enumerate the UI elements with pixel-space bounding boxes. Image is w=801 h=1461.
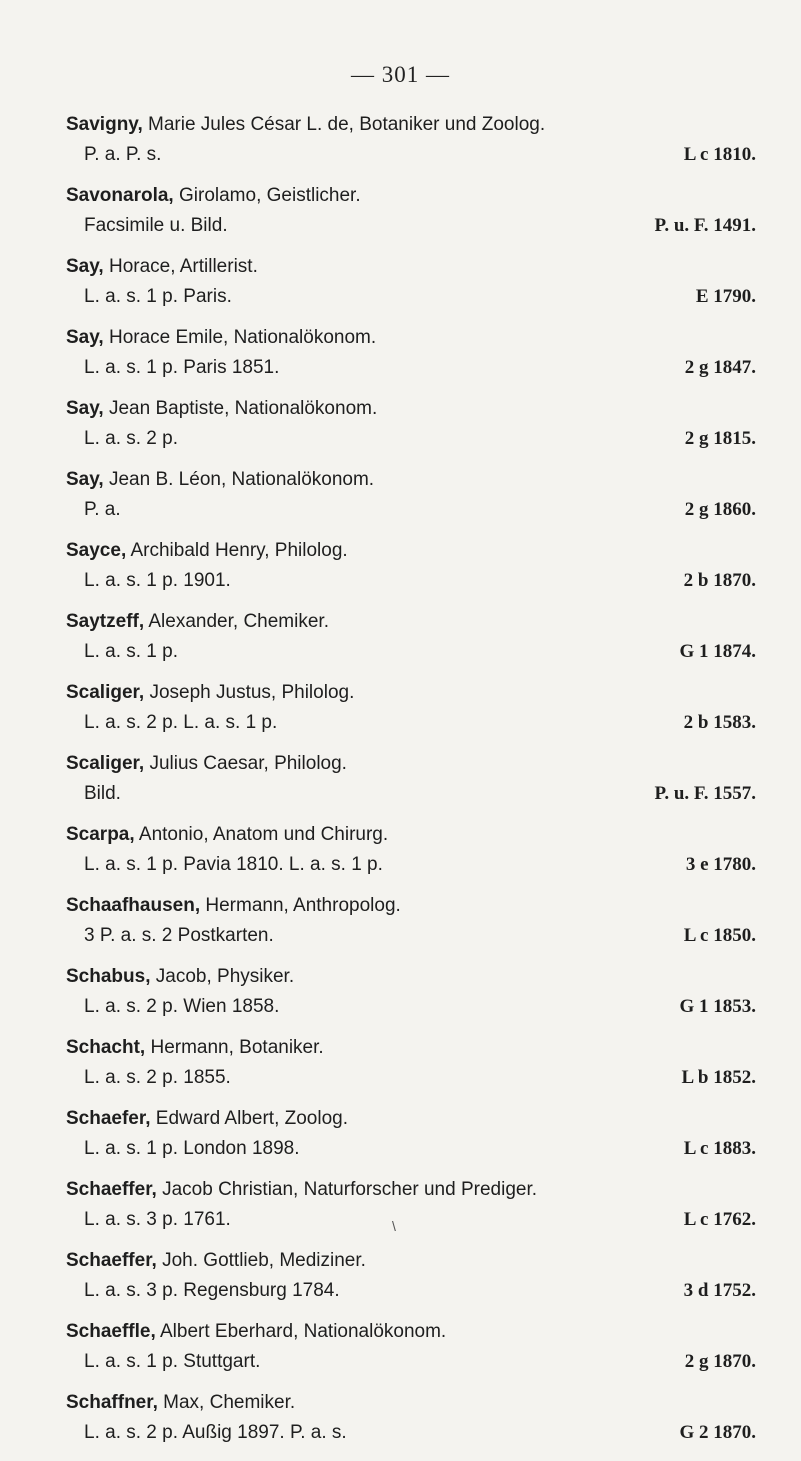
entry-name: Schabus, xyxy=(66,966,151,987)
entry-code: G 1 1874. xyxy=(679,641,756,662)
entry-detail: L. a. s. 1 p. Paris 1851. xyxy=(84,357,280,378)
entry-name: Savigny, xyxy=(66,114,143,135)
catalog-entry xyxy=(66,183,766,254)
entry-code: P. u. F. 1557. xyxy=(654,783,756,804)
catalog-entry xyxy=(66,609,766,680)
entry-detail: L. a. s. 1 p. 1901. xyxy=(84,570,231,591)
entry-detail: 3 P. a. s. 2 Postkarten. xyxy=(84,925,274,946)
entry-code: 2 b 1583. xyxy=(683,712,756,733)
entry-code: 2 g 1860. xyxy=(684,499,756,520)
entry-code: 2 b 1870. xyxy=(683,570,756,591)
catalog-entry xyxy=(66,325,766,396)
entry-description: Alexander, Chemiker. xyxy=(148,611,329,632)
entry-description: Girolamo, Geistlicher. xyxy=(179,185,361,206)
catalog-entry xyxy=(66,680,766,751)
entry-code: L c 1883. xyxy=(683,1138,756,1159)
entry-description: Albert Eberhard, Nationalökonom. xyxy=(160,1321,447,1342)
entry-name: Schaeffer, xyxy=(66,1250,157,1271)
entry-code: 2 g 1815. xyxy=(684,428,756,449)
entry-detail: P. a. xyxy=(84,499,121,520)
entry-description: Jean B. Léon, Nationalökonom. xyxy=(108,469,375,490)
entry-detail: Facsimile u. Bild. xyxy=(84,215,228,236)
catalog-entry xyxy=(66,467,766,538)
catalog-entry xyxy=(66,1319,766,1390)
entry-description: Joseph Justus, Philolog. xyxy=(149,682,355,703)
page-number: — 301 — xyxy=(351,62,450,87)
entry-code: 3 d 1752. xyxy=(683,1280,756,1301)
entry-name: Sayce, xyxy=(66,540,127,561)
entry-code: P. u. F. 1491. xyxy=(654,215,756,236)
entry-detail: L. a. s. 1 p. Stuttgart. xyxy=(84,1351,261,1372)
entry-description: Jacob Christian, Naturforscher und Prediger. xyxy=(162,1179,538,1200)
entry-name: Schaffner, xyxy=(66,1392,158,1413)
entry-name: Say, xyxy=(66,398,104,419)
catalog-entry xyxy=(66,822,766,893)
entry-name: Scaliger, xyxy=(66,753,145,774)
entry-name: Say, xyxy=(66,327,104,348)
entry-name: Schaafhausen, xyxy=(66,895,201,916)
entry-description: Antonio, Anatom und Chirurg. xyxy=(138,824,389,845)
entry-code: L c 1762. xyxy=(683,1209,756,1230)
entry-name: Schaeffer, xyxy=(66,1179,157,1200)
entry-name: Schaefer, xyxy=(66,1108,151,1129)
entry-code: L c 1850. xyxy=(683,925,756,946)
catalog-entry xyxy=(66,396,766,467)
entry-code: 2 g 1847. xyxy=(684,357,756,378)
entry-detail: L. a. s. 2 p. 1855. xyxy=(84,1067,231,1088)
catalog-entry xyxy=(66,1035,766,1106)
entry-description: Edward Albert, Zoolog. xyxy=(155,1108,348,1129)
entry-detail: L. a. s. 1 p. Paris. xyxy=(84,286,232,307)
entry-description: Horace, Artillerist. xyxy=(108,256,258,277)
entry-name: Schaeffle, xyxy=(66,1321,156,1342)
catalog-entry xyxy=(66,893,766,964)
entry-detail: L. a. s. 1 p. xyxy=(84,641,178,662)
entry-name: Savonarola, xyxy=(66,185,174,206)
entry-code: 2 g 1870. xyxy=(684,1351,756,1372)
entry-detail: P. a. P. s. xyxy=(84,144,162,165)
entry-code: G 1 1853. xyxy=(679,996,756,1017)
entry-code: G 2 1870. xyxy=(679,1422,756,1443)
entry-detail: L. a. s. 3 p. Regensburg 1784. xyxy=(84,1280,340,1301)
entry-code: E 1790. xyxy=(695,286,756,307)
entry-description: Max, Chemiker. xyxy=(163,1392,296,1413)
entry-description: Jean Baptiste, Nationalökonom. xyxy=(108,398,378,419)
entry-detail: L. a. s. 1 p. London 1898. xyxy=(84,1138,300,1159)
entry-detail: L. a. s. 2 p. xyxy=(84,428,178,449)
entry-detail: L. a. s. 2 p. L. a. s. 1 p. xyxy=(84,712,278,733)
entry-description: Marie Jules César L. de, Botaniker und Zoolog. xyxy=(148,114,546,135)
catalog-entry xyxy=(66,1390,766,1461)
entry-description: Jacob, Physiker. xyxy=(155,966,295,987)
entry-description: Hermann, Anthropolog. xyxy=(205,895,401,916)
entry-code: L c 1810. xyxy=(683,144,756,165)
catalog-entry xyxy=(66,254,766,325)
catalog-entry xyxy=(66,964,766,1035)
entry-code: L b 1852. xyxy=(681,1067,756,1088)
entry-detail: L. a. s. 2 p. Außig 1897. P. a. s. xyxy=(84,1422,347,1443)
catalog-entry xyxy=(66,1106,766,1177)
catalog-entry xyxy=(66,751,766,822)
footer-mark: \ xyxy=(392,1218,396,1234)
entry-name: Saytzeff, xyxy=(66,611,145,632)
catalog-entry xyxy=(66,112,766,183)
entry-code: 3 e 1780. xyxy=(685,854,756,875)
entry-name: Say, xyxy=(66,256,104,277)
entry-description: Joh. Gottlieb, Mediziner. xyxy=(162,1250,366,1271)
entry-detail: L. a. s. 3 p. 1761. xyxy=(84,1209,231,1230)
entry-description: Julius Caesar, Philolog. xyxy=(149,753,347,774)
entry-name: Say, xyxy=(66,469,104,490)
entry-description: Archibald Henry, Philolog. xyxy=(130,540,348,561)
entry-detail: L. a. s. 2 p. Wien 1858. xyxy=(84,996,280,1017)
entry-name: Scaliger, xyxy=(66,682,145,703)
entry-description: Hermann, Botaniker. xyxy=(150,1037,324,1058)
entry-description: Horace Emile, Nationalökonom. xyxy=(108,327,377,348)
entry-name: Scarpa, xyxy=(66,824,135,845)
catalog-entry xyxy=(66,538,766,609)
catalog-entry xyxy=(66,1177,766,1248)
entry-name: Schacht, xyxy=(66,1037,146,1058)
entry-detail: L. a. s. 1 p. Pavia 1810. L. a. s. 1 p. xyxy=(84,854,383,875)
entry-detail: Bild. xyxy=(84,783,121,804)
